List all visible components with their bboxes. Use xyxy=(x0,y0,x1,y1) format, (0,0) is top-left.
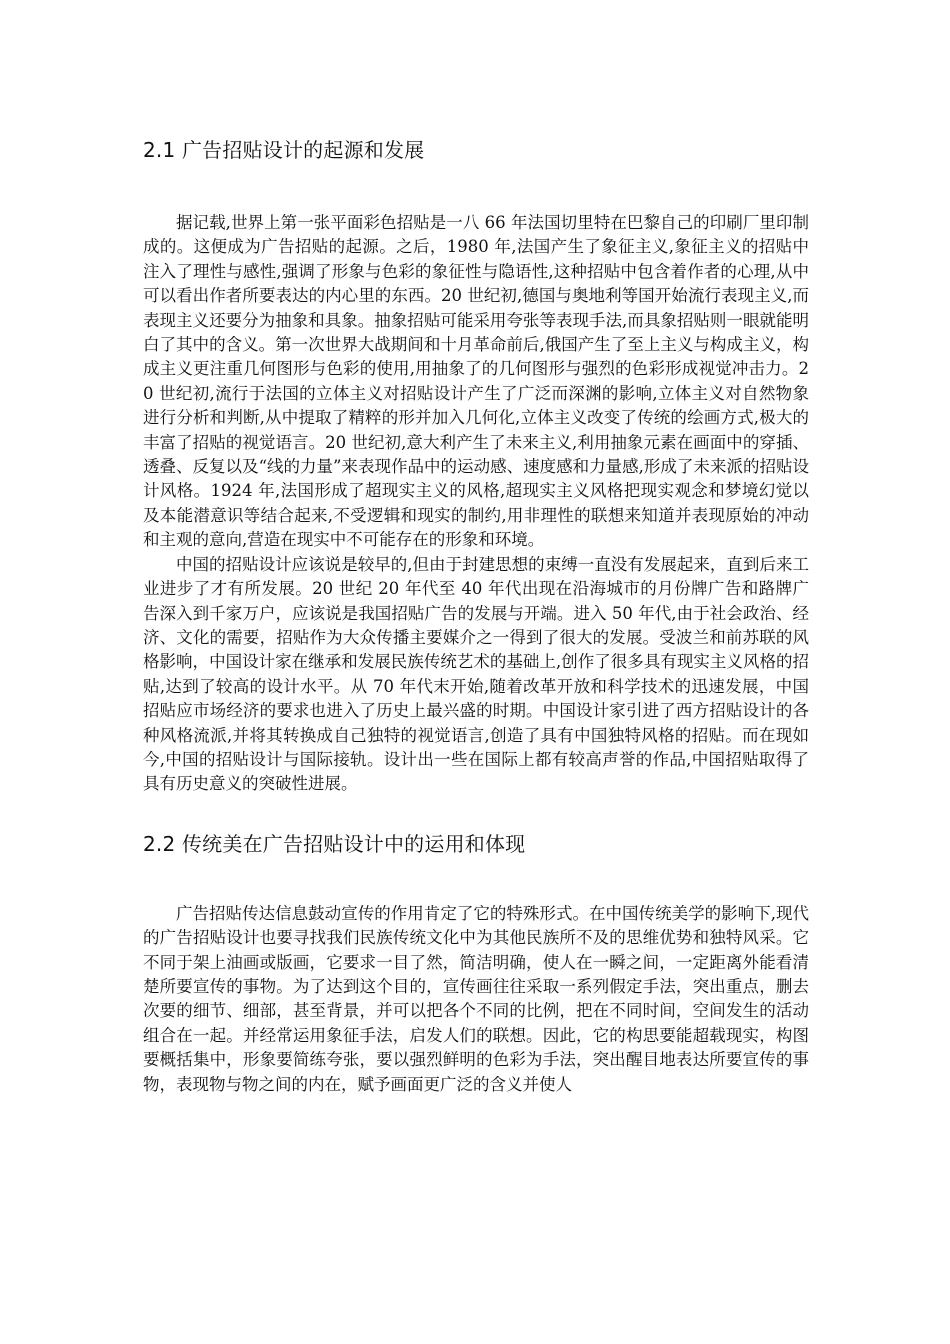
section-heading-origin-development: 2.1 广告招贴设计的起源和发展 xyxy=(143,138,425,162)
section-heading-traditional-beauty: 2.2 传统美在广告招贴设计中的运用和体现 xyxy=(143,831,526,856)
paragraph-western-poster-history: 据记载,世界上第一张平面彩色招贴是一八 66 年法国切里特在巴黎自己的印刷厂里印制成的。这便成为广告招贴的起源。之后，1980 年,法国产生了象征主义,象征主义的招贴中注入了理性与感性,强调了形象与色彩的象征性与隐语性,这种招贴中包含着作者的心理,从中可以看出作者所要表达的内心里的东西。20 世纪初,德国与奥地利等国开始流行表现主义,而表现主义还要分为抽象和具象。抽象招贴可能采用夸张等表现手法,而具象招贴则一眼就能明白了其中的含义。第一次世界大战期间和十月革命前后,俄国产生了至上主义与构成主义，构成主义更注重几何图形与色彩的使用,用抽象了的几何图形与强烈的色彩形成视觉冲击力。20 世纪初,流行于法国的立体主义对招贴设计产生了广泛而深渊的影响,立体主义对自然物象进行分析和判断,从中提取了精粹的形并加入几何化,立体主义改变了传统的绘画方式,极大的丰富了招贴的视觉语言。20 世纪初,意大利产生了未来主义,利用抽象元素在画面中的穿插、透叠、反复以及“线的力量”来表现作品中的运动感、速度感和力量感,形成了未来派的招贴设计风格。1924 年,法国形成了超现实主义的风格,超现实主义风格把现实观念和梦境幻觉以及本能潜意识等结合起来,不受逻辑和现实的制约,用非理性的联想来知道并表现原始的冲动和主观的意向,营造在现实中不可能存在的形象和环境。 xyxy=(143,213,809,550)
section-body-origin-development xyxy=(143,211,809,797)
paragraph-chinese-poster-history: 中国的招贴设计应该说是较早的,但由于封建思想的束缚一直没有发展起来，直到后来工业进步了才有所发展。20 世纪 20 年代至 40 年代出现在沿海城市的月份牌广告和路牌广告深入到千家万户，应该说是我国招贴广告的发展与开端。进入 50 年代,由于社会政治、经济、文化的需要，招贴作为大众传播主要媒介之一得到了很大的发展。受波兰和前苏联的风格影响，中国设计家在继承和发展民族传统艺术的基础上,创作了很多具有现实主义风格的招贴,达到了较高的设计水平。从 70 年代末开始,随着改革开放和科学技术的迅速发展，中国招贴应市场经济的要求也进入了历史上最兴盛的时期。中国设计家引进了西方招贴设计的各种风格流派,并将其转换成自己独特的视觉语言,创造了具有中国独特风格的招贴。而在现如今,中国的招贴设计与国际接轨。设计出一些在国际上都有较高声誉的作品,中国招贴取得了具有历史意义的突破性进展。 xyxy=(143,554,809,794)
paragraph-poster-special-form: 广告招贴传达信息鼓动宣传的作用肯定了它的特殊形式。在中国传统美学的影响下,现代的广告招贴设计也要寻找我们民族传统文化中为其他民族所不及的思维优势和独特风采。它不同于架上油画或版画，它要求一目了然，简洁明确，使人在一瞬之间，一定距离外能看清楚所要宣传的事物。为了达到这个目的，宣传画往往采取一系列假定手法，突出重点，删去次要的细节、细部，甚至背景，并可以把各个不同的比例，把在不同时间，空间发生的活动组合在一起。并经常运用象征手法，启发人们的联想。因此，它的构思要能超载现实，构图要概括集中，形象要简练夸张，要以强烈鲜明的色彩为手法，突出醒目地表达所要宣传的事物，表现物与物之间的内在，赋予画面更广泛的含义并使人 xyxy=(143,903,809,1094)
section-body-traditional-beauty xyxy=(143,902,809,1097)
document-body xyxy=(143,133,809,1097)
